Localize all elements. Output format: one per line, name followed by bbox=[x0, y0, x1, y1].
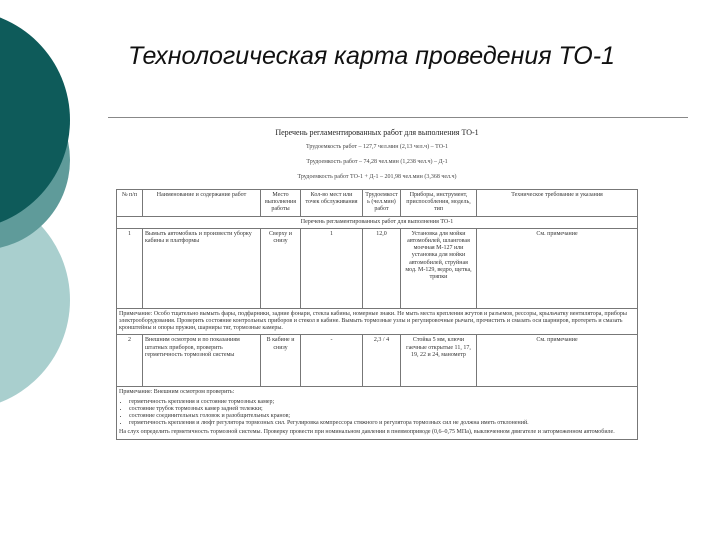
row2-name: Внешним осмотром и по показаниям штатных приборов, проверить герметичность тормозной системы bbox=[143, 335, 261, 387]
works-table bbox=[116, 189, 638, 440]
table-header-row bbox=[117, 190, 638, 217]
slide-title: Технологическая карта проведения ТО-1 bbox=[128, 42, 615, 70]
row2-req: См. примечание bbox=[477, 335, 638, 387]
note-2-title: Примечание: Внешним осмотром проверить: bbox=[119, 389, 235, 396]
document-heading: Перечень регламентированных работ для выполнения ТО-1 bbox=[275, 128, 479, 137]
section-title: Перечень регламентированных работ для выполнения ТО-1 bbox=[117, 216, 638, 228]
row1-name: Вымыть автомобиль и произвести уборку кабины и платформы bbox=[143, 228, 261, 308]
row1-qty: 1 bbox=[301, 228, 363, 308]
row1-req: См. примечание bbox=[477, 228, 638, 308]
list-item: • состояние соединительных головок и разобщительных кранов; bbox=[129, 413, 635, 420]
row1-labor: 12,0 bbox=[363, 228, 401, 308]
note-row bbox=[117, 387, 638, 439]
row1-tools: Установка для мойки автомобилей, шланговая моечная М-127 или установка для мойки автомобилей, струйная мод. М-129, ведро, щетка, тряпки bbox=[401, 228, 477, 308]
note-2-list bbox=[129, 399, 635, 428]
row2-labor: 2,3 / 4 bbox=[363, 335, 401, 387]
col-header-labor: Трудоемкость (чел.мин) работ bbox=[363, 190, 401, 217]
col-header-qty: Кол-во мест или точек обслуживания bbox=[301, 190, 363, 217]
list-item: • состояние трубок тормозных камер задней тележки; bbox=[129, 406, 635, 413]
table-row bbox=[117, 335, 638, 387]
col-header-name: Наименование и содержание работ bbox=[143, 190, 261, 217]
note-1: Примечание: Особо тщательно вымыть фары, подфарники, задние фонари, стекла кабины, номерные знаки. Не мыть места крепления жгутов и разъемов, рессоры, крыльчатку вентилятора, приборы электрооборудования. Проверить состояние контрольных приборов и стекол в кабине. Вымыть тормозные узлы и регулировочные рычаги, прочистить и смазать оси шарниров, протереть и смазать кронштейны и опоры пружин, шарниры тяг, тормозные камеры. bbox=[117, 308, 638, 335]
note-2 bbox=[117, 387, 638, 439]
document-header bbox=[116, 128, 638, 181]
labor-line-3: Трудоемкость работ ТО-1 + Д-1 – 201,98 чел.мин (3,368 чел.ч) bbox=[297, 174, 457, 180]
row1-num: 1 bbox=[117, 228, 143, 308]
row2-num: 2 bbox=[117, 335, 143, 387]
list-item: • герметичность крепления и люфт регулятора тормозных сил. Регулировка компрессора стяжного и регулятора тормозных сил не должна иметь отклонений. bbox=[129, 420, 635, 427]
table-row bbox=[117, 228, 638, 308]
document-scan bbox=[116, 128, 638, 540]
col-header-place: Место выполнения работы bbox=[261, 190, 301, 217]
row2-place: В кабине и снизу bbox=[261, 335, 301, 387]
row2-qty: - bbox=[301, 335, 363, 387]
title-divider bbox=[108, 117, 688, 118]
labor-line-2: Трудоемкость работ – 74,28 чел.мин (1,238 чел.ч) – Д-1 bbox=[306, 159, 448, 165]
list-item: • герметичность крепления и состояние тормозных камер; bbox=[129, 399, 635, 406]
teal-circle-decoration bbox=[0, 0, 110, 540]
col-header-num: № п/п bbox=[117, 190, 143, 217]
labor-line-1: Трудоемкость работ – 127,7 чел.мин (2,13 чел.ч) – ТО-1 bbox=[305, 144, 449, 150]
section-row bbox=[117, 216, 638, 228]
row2-tools: Стойка 5 мм, ключи гаечные открытые 11, 17, 19, 22 и 24, манометр bbox=[401, 335, 477, 387]
col-header-tools: Приборы, инструмент, приспособления, модель, тип bbox=[401, 190, 477, 217]
row1-place: Сверху и снизу bbox=[261, 228, 301, 308]
col-header-req: Техническое требование и указания bbox=[477, 190, 638, 217]
note-2-tail: На слух определить герметичность тормозной системы. Проверку провести при номинальном давлении в пневмоприводе (0,6–0,75 МПа), выключенном двигателе и заторможенном автомобиле. bbox=[119, 429, 615, 436]
note-row bbox=[117, 308, 638, 335]
